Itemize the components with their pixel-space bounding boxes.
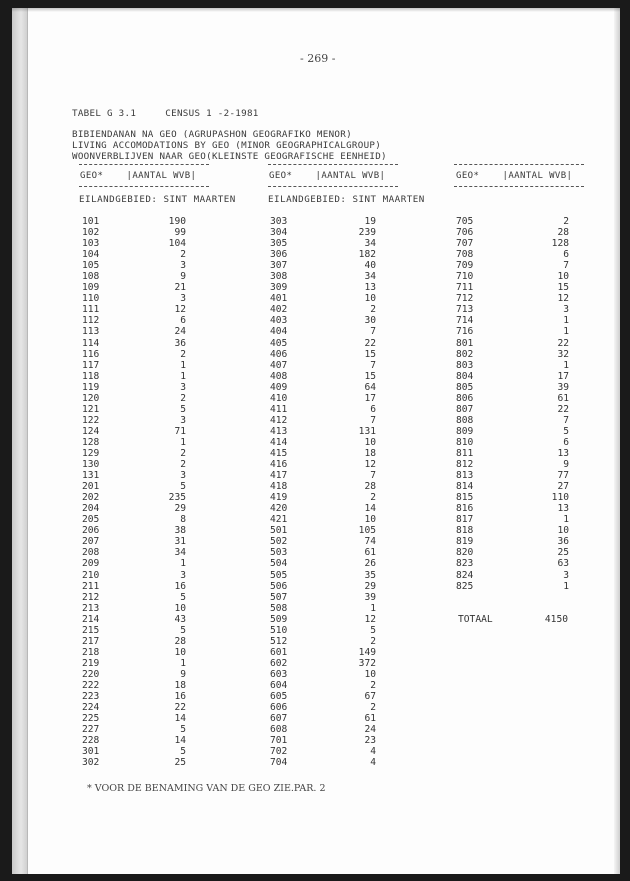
geo-code: 705 (456, 216, 474, 227)
dwelling-count: 29 (364, 580, 376, 592)
geo-code: 604 (270, 679, 288, 691)
geo-code: 805 (456, 381, 474, 393)
geo-code: 119 (82, 381, 100, 393)
geo-code: 820 (456, 547, 474, 559)
dwelling-count: 28 (364, 481, 376, 493)
dwelling-count: 10 (557, 271, 569, 283)
geo-code: 417 (270, 470, 288, 482)
geo-code: 419 (270, 492, 288, 504)
geo-code: 814 (456, 481, 474, 493)
geo-code: 128 (82, 436, 100, 448)
geo-code: 408 (270, 370, 288, 382)
geo-code: 208 (82, 547, 100, 559)
dwelling-count: 2 (563, 216, 569, 227)
dwelling-count: 10 (174, 602, 186, 614)
geo-code: 410 (270, 392, 288, 404)
dwelling-count: 4 (370, 757, 376, 769)
geo-code: 124 (82, 425, 100, 437)
dwelling-count: 12 (557, 293, 569, 305)
dwelling-count: 6 (563, 436, 569, 448)
geo-code: 503 (270, 547, 288, 559)
dwelling-count: 12 (174, 304, 186, 316)
dwelling-count: 1 (180, 436, 186, 448)
geo-code: 818 (456, 525, 474, 537)
dwelling-count: 7 (370, 470, 376, 482)
dwelling-count: 2 (180, 249, 186, 261)
header-rule-top (454, 164, 584, 165)
dwelling-count: 10 (364, 514, 376, 526)
dwelling-count: 43 (174, 613, 186, 625)
geo-code: 304 (270, 227, 288, 239)
geo-code: 711 (456, 282, 474, 294)
dwelling-count: 1 (180, 359, 186, 371)
geo-code: 709 (456, 260, 474, 272)
dwelling-count: 14 (364, 503, 376, 515)
geo-code: 215 (82, 624, 100, 636)
column-header-2: GEO* |AANTAL WVB| (269, 171, 386, 181)
geo-code: 602 (270, 657, 288, 669)
title-english: LIVING ACCOMODATIONS BY GEO (MINOR GEOGRAPHICALGROUP) (72, 140, 382, 151)
geo-code: 213 (82, 602, 100, 614)
dwelling-count: 16 (174, 580, 186, 592)
geo-code: 210 (82, 569, 100, 581)
geo-code: 131 (82, 470, 100, 482)
dwelling-count: 34 (174, 547, 186, 559)
dwelling-count: 110 (551, 492, 569, 504)
geo-code: 101 (82, 216, 100, 227)
dwelling-count: 13 (557, 447, 569, 459)
geo-code: 105 (82, 260, 100, 272)
geo-code: 802 (456, 348, 474, 360)
geo-code: 404 (270, 326, 288, 338)
geo-code: 712 (456, 293, 474, 305)
dwelling-count: 5 (563, 425, 569, 437)
geo-code: 420 (270, 503, 288, 515)
geo-code: 209 (82, 558, 100, 570)
geo-code: 112 (82, 315, 100, 327)
geo-code: 405 (270, 337, 288, 349)
geo-code: 120 (82, 392, 100, 404)
dwelling-count: 6 (563, 249, 569, 261)
geo-code: 121 (82, 403, 100, 415)
geo-code: 407 (270, 359, 288, 371)
geo-code: 808 (456, 414, 474, 426)
dwelling-count: 25 (557, 547, 569, 559)
geo-code: 406 (270, 348, 288, 360)
dwelling-count: 64 (364, 381, 376, 393)
dwelling-count: 4 (370, 746, 376, 758)
dwelling-count: 40 (364, 260, 376, 272)
geo-code: 509 (270, 613, 288, 625)
geo-code: 308 (270, 271, 288, 283)
geo-code: 816 (456, 503, 474, 515)
dwelling-count: 13 (364, 282, 376, 294)
geo-code: 117 (82, 359, 100, 371)
dwelling-count: 104 (168, 238, 186, 250)
geo-code: 402 (270, 304, 288, 316)
dwelling-count: 21 (174, 282, 186, 294)
dwelling-count: 3 (180, 414, 186, 426)
geo-code: 130 (82, 459, 100, 471)
geo-code: 607 (270, 713, 288, 725)
geo-code: 206 (82, 525, 100, 537)
geo-code: 804 (456, 370, 474, 382)
dwelling-count: 2 (180, 447, 186, 459)
table-id: TABEL G 3.1 CENSUS 1 -2-1981 (72, 108, 259, 119)
geo-code: 708 (456, 249, 474, 261)
geo-code: 707 (456, 238, 474, 250)
geo-code: 823 (456, 558, 474, 570)
dwelling-count: 2 (180, 459, 186, 471)
geo-code: 109 (82, 282, 100, 294)
dwelling-count: 17 (364, 392, 376, 404)
dwelling-count: 5 (180, 724, 186, 736)
geo-code: 111 (82, 304, 100, 316)
geo-code: 824 (456, 569, 474, 581)
dwelling-count: 9 (180, 271, 186, 283)
geo-code: 505 (270, 569, 288, 581)
dwelling-count: 235 (168, 492, 186, 504)
dwelling-count: 3 (180, 293, 186, 305)
dwelling-count: 15 (364, 370, 376, 382)
geo-code: 309 (270, 282, 288, 294)
dwelling-count: 1 (180, 657, 186, 669)
geo-code: 118 (82, 370, 100, 382)
geo-code: 222 (82, 679, 100, 691)
geo-code: 219 (82, 657, 100, 669)
dwelling-count: 17 (557, 370, 569, 382)
dwelling-count: 12 (364, 613, 376, 625)
geo-code: 803 (456, 359, 474, 371)
dwelling-count: 30 (364, 315, 376, 327)
dwelling-count: 8 (180, 514, 186, 526)
dwelling-count: 5 (180, 403, 186, 415)
geo-code: 512 (270, 635, 288, 647)
geo-code: 414 (270, 436, 288, 448)
geo-code: 217 (82, 635, 100, 647)
geo-code: 702 (270, 746, 288, 758)
dwelling-count: 24 (174, 326, 186, 338)
dwelling-count: 1 (180, 370, 186, 382)
dwelling-count: 190 (168, 216, 186, 227)
dwelling-count: 71 (174, 425, 186, 437)
dwelling-count: 61 (557, 392, 569, 404)
geo-code: 806 (456, 392, 474, 404)
dwelling-count: 6 (370, 403, 376, 415)
dwelling-count: 7 (563, 260, 569, 272)
book-spine-shadow (12, 8, 28, 874)
dwelling-count: 7 (370, 414, 376, 426)
geo-code: 812 (456, 459, 474, 471)
dwelling-count: 3 (180, 381, 186, 393)
geo-code: 819 (456, 536, 474, 548)
geo-code: 403 (270, 315, 288, 327)
dwelling-count: 1 (180, 558, 186, 570)
geo-code: 113 (82, 326, 100, 338)
header-rule-bottom (268, 186, 398, 187)
dwelling-count: 24 (364, 724, 376, 736)
geo-code: 205 (82, 514, 100, 526)
dwelling-count: 1 (370, 602, 376, 614)
dwelling-count: 3 (563, 569, 569, 581)
dwelling-count: 61 (364, 713, 376, 725)
dwelling-count: 2 (370, 492, 376, 504)
geo-code: 301 (82, 746, 100, 758)
geo-code: 502 (270, 536, 288, 548)
dwelling-count: 14 (174, 713, 186, 725)
geo-code: 412 (270, 414, 288, 426)
header-rule-top (268, 164, 398, 165)
geo-code: 825 (456, 580, 474, 592)
geo-code: 211 (82, 580, 100, 592)
region-label-1: EILANDGEBIED: SINT MAARTEN (79, 194, 236, 205)
dwelling-count: 372 (358, 657, 376, 669)
dwelling-count: 1 (563, 580, 569, 592)
dwelling-count: 15 (364, 348, 376, 360)
geo-code: 815 (456, 492, 474, 504)
dwelling-count: 3 (180, 260, 186, 272)
dwelling-count: 34 (364, 238, 376, 250)
dwelling-count: 105 (358, 525, 376, 537)
dwelling-count: 18 (364, 447, 376, 459)
geo-code: 713 (456, 304, 474, 316)
title-papiamentu: BIBIENDANAN NA GEO (AGRUPASHON GEOGRAFIKO MENOR) (72, 129, 352, 140)
dwelling-count: 22 (557, 403, 569, 415)
dwelling-count: 19 (364, 216, 376, 227)
geo-code: 401 (270, 293, 288, 305)
geo-code: 224 (82, 702, 100, 714)
dwelling-count: 10 (364, 436, 376, 448)
dwelling-count: 9 (180, 668, 186, 680)
dwelling-count: 38 (174, 525, 186, 537)
dwelling-count: 13 (557, 503, 569, 515)
dwelling-count: 36 (174, 337, 186, 349)
dwelling-count: 1 (563, 326, 569, 338)
geo-code: 110 (82, 293, 100, 305)
dwelling-count: 7 (370, 326, 376, 338)
geo-code: 811 (456, 447, 474, 459)
geo-code: 501 (270, 525, 288, 537)
header-rule-bottom (79, 186, 209, 187)
geo-code: 306 (270, 249, 288, 261)
geo-code: 418 (270, 481, 288, 493)
geo-code: 116 (82, 348, 100, 360)
top-shadow (12, 8, 620, 12)
dwelling-count: 14 (174, 735, 186, 747)
geo-code: 508 (270, 602, 288, 614)
dwelling-count: 10 (364, 668, 376, 680)
geo-code: 807 (456, 403, 474, 415)
dwelling-count: 28 (557, 227, 569, 239)
geo-code: 305 (270, 238, 288, 250)
geo-code: 225 (82, 713, 100, 725)
dwelling-count: 77 (557, 470, 569, 482)
geo-code: 504 (270, 558, 288, 570)
geo-code: 108 (82, 271, 100, 283)
dwelling-count: 2 (370, 304, 376, 316)
dwelling-count: 28 (174, 635, 186, 647)
geo-code: 307 (270, 260, 288, 272)
dwelling-count: 5 (180, 591, 186, 603)
geo-code: 214 (82, 613, 100, 625)
geo-code: 601 (270, 646, 288, 658)
geo-code: 704 (270, 757, 288, 769)
dwelling-count: 12 (364, 459, 376, 471)
dwelling-count: 5 (180, 481, 186, 493)
dwelling-count: 239 (358, 227, 376, 239)
geo-code: 413 (270, 425, 288, 437)
dwelling-count: 3 (180, 470, 186, 482)
header-rule-bottom (454, 186, 584, 187)
total-label: TOTAAL (458, 614, 493, 625)
geo-code: 817 (456, 514, 474, 526)
geo-code: 603 (270, 668, 288, 680)
geo-code: 809 (456, 425, 474, 437)
dwelling-count: 10 (364, 293, 376, 305)
dwelling-count: 2 (370, 635, 376, 647)
geo-code: 716 (456, 326, 474, 338)
dwelling-count: 10 (174, 646, 186, 658)
dwelling-count: 67 (364, 691, 376, 703)
geo-code: 303 (270, 216, 288, 227)
dwelling-count: 1 (563, 514, 569, 526)
geo-code: 223 (82, 691, 100, 703)
geo-code: 701 (270, 735, 288, 747)
geo-code: 608 (270, 724, 288, 736)
dwelling-count: 26 (364, 558, 376, 570)
dwelling-count: 2 (370, 679, 376, 691)
header-rule-top (79, 164, 209, 165)
dwelling-count: 36 (557, 536, 569, 548)
geo-code: 212 (82, 591, 100, 603)
dwelling-count: 23 (364, 735, 376, 747)
page-number: - 269 - (300, 52, 336, 65)
geo-code: 202 (82, 492, 100, 504)
geo-code: 813 (456, 470, 474, 482)
dwelling-count: 1 (563, 315, 569, 327)
dwelling-count: 74 (364, 536, 376, 548)
geo-code: 411 (270, 403, 288, 415)
dwelling-count: 29 (174, 503, 186, 515)
dwelling-count: 2 (180, 392, 186, 404)
geo-code: 606 (270, 702, 288, 714)
footnote: * VOOR DE BENAMING VAN DE GEO ZIE.PAR. 2 (87, 783, 326, 794)
column-header-3: GEO* |AANTAL WVB| (456, 171, 573, 181)
dwelling-count: 27 (557, 481, 569, 493)
dwelling-count: 25 (174, 757, 186, 769)
dwelling-count: 128 (551, 238, 569, 250)
dwelling-count: 31 (174, 536, 186, 548)
dwelling-count: 7 (563, 414, 569, 426)
geo-code: 227 (82, 724, 100, 736)
dwelling-count: 99 (174, 227, 186, 239)
dwelling-count: 131 (358, 425, 376, 437)
geo-code: 421 (270, 514, 288, 526)
dwelling-count: 5 (180, 624, 186, 636)
dwelling-count: 22 (364, 337, 376, 349)
geo-code: 102 (82, 227, 100, 239)
dwelling-count: 39 (557, 381, 569, 393)
geo-code: 122 (82, 414, 100, 426)
geo-code: 507 (270, 591, 288, 603)
dwelling-count: 1 (563, 359, 569, 371)
geo-code: 510 (270, 624, 288, 636)
dwelling-count: 149 (358, 646, 376, 658)
geo-code: 409 (270, 381, 288, 393)
geo-code: 103 (82, 238, 100, 250)
dwelling-count: 7 (370, 359, 376, 371)
total-value: 4150 (544, 614, 568, 625)
dwelling-count: 6 (180, 315, 186, 327)
dwelling-count: 3 (180, 569, 186, 581)
dwelling-count: 18 (174, 679, 186, 691)
dwelling-count: 39 (364, 591, 376, 603)
dwelling-count: 2 (180, 348, 186, 360)
dwelling-count: 182 (358, 249, 376, 261)
geo-code: 114 (82, 337, 100, 349)
geo-code: 710 (456, 271, 474, 283)
dwelling-count: 22 (174, 702, 186, 714)
geo-code: 201 (82, 481, 100, 493)
geo-code: 207 (82, 536, 100, 548)
geo-code: 810 (456, 436, 474, 448)
dwelling-count: 34 (364, 271, 376, 283)
page-edge (614, 8, 620, 874)
dwelling-count: 63 (557, 558, 569, 570)
geo-code: 506 (270, 580, 288, 592)
dwelling-count: 35 (364, 569, 376, 581)
dwelling-count: 61 (364, 547, 376, 559)
dwelling-count: 16 (174, 691, 186, 703)
dwelling-count: 2 (370, 702, 376, 714)
dwelling-count: 5 (180, 746, 186, 758)
geo-code: 204 (82, 503, 100, 515)
geo-code: 801 (456, 337, 474, 349)
geo-code: 605 (270, 691, 288, 703)
geo-code: 218 (82, 646, 100, 658)
geo-code: 415 (270, 447, 288, 459)
geo-code: 129 (82, 447, 100, 459)
dwelling-count: 9 (563, 459, 569, 471)
dwelling-count: 32 (557, 348, 569, 360)
dwelling-count: 3 (563, 304, 569, 316)
geo-code: 220 (82, 668, 100, 680)
geo-code: 302 (82, 757, 100, 769)
dwelling-count: 5 (370, 624, 376, 636)
region-label-2: EILANDGEBIED: SINT MAARTEN (268, 194, 425, 205)
geo-code: 416 (270, 459, 288, 471)
geo-code: 706 (456, 227, 474, 239)
geo-code: 104 (82, 249, 100, 261)
title-dutch: WOONVERBLIJVEN NAAR GEO(KLEINSTE GEOGRAFISCHE EENHEID) (72, 151, 387, 162)
geo-code: 228 (82, 735, 100, 747)
dwelling-count: 10 (557, 525, 569, 537)
geo-code: 714 (456, 315, 474, 327)
dwelling-count: 22 (557, 337, 569, 349)
column-header-1: GEO* |AANTAL WVB| (80, 171, 197, 181)
dwelling-count: 15 (557, 282, 569, 294)
